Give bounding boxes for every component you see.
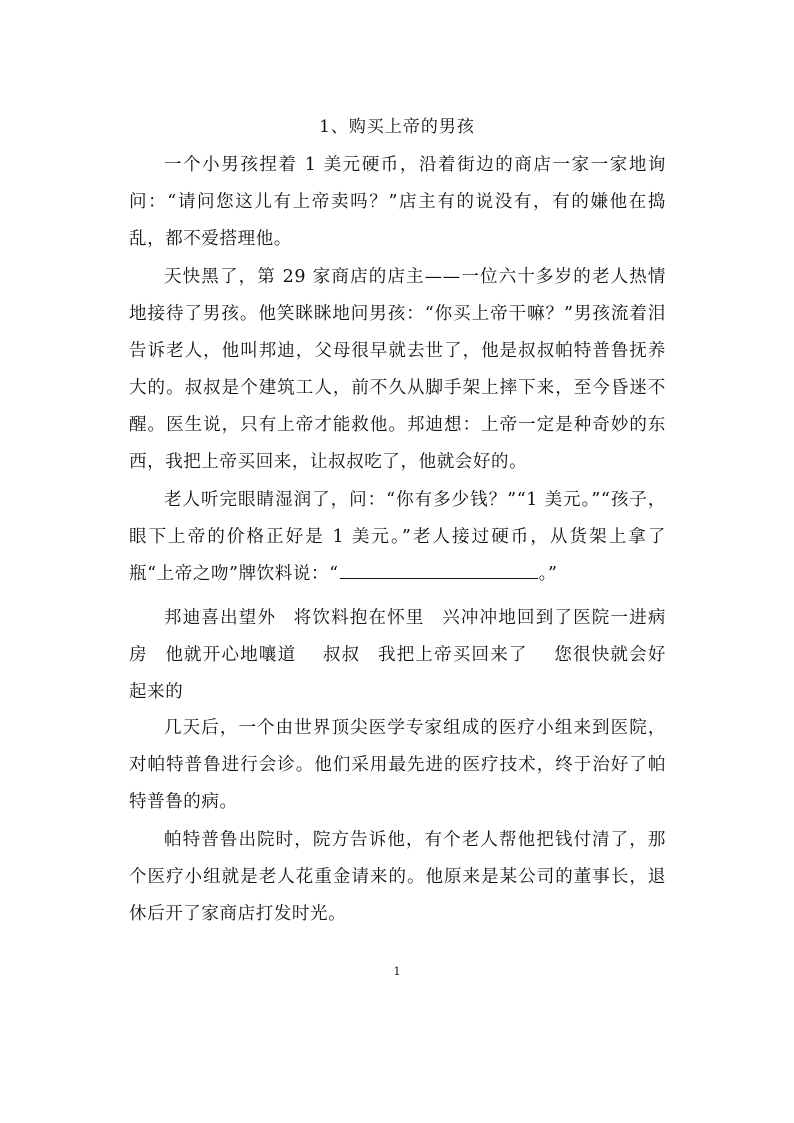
fill-in-blank-line — [340, 560, 538, 579]
paragraph-4-segment: 我把上帝买回来了 — [377, 645, 528, 665]
paragraph-6: 帕特普鲁出院时，院方告诉他，有个老人帮他把钱付清了，那个医疗小组就是老人花重金请来的。他原来是某公司的董事长，退休后开了家商店打发时光。 — [129, 830, 666, 924]
paragraph-4-segment: 邦迪喜出望外 — [164, 608, 277, 628]
paragraph-4-segment: 您很快就会好起来的 — [129, 645, 666, 702]
paragraph-4 — [129, 600, 666, 711]
paragraph-3 — [129, 482, 666, 593]
page-title: 1、购买上帝的男孩 — [319, 117, 475, 137]
paragraph-3-text: 老人听完眼睛湿润了，问：“你有多少钱？”“1 美元。”“孩子，眼下上帝的价格正好是 1 美元。”老人接过硬币，从货架上拿了瓶“上帝之吻”牌饮料说：“ — [129, 490, 666, 584]
paragraph-2: 天快黑了，第 29 家商店的店主——一位六十多岁的老人热情地接待了男孩。他笑眯眯地问男孩：“你买上帝干嘛？”男孩流着泪告诉老人，他叫邦迪，父母很早就去世了，他是叔叔帕特普鲁抚养大的。叔叔是个建筑工人，前不久从脚手架上摔下来，至今昏迷不醒。医生说，只有上帝才能救他。邦迪想：上帝一定是种奇妙的东西，我把上帝买回来，让叔叔吃了，他就会好的。 — [129, 267, 666, 472]
paragraph-4-segment: 叔叔 — [322, 645, 361, 665]
paragraph-3-closing: 。” — [538, 564, 558, 584]
paragraph-4-segment: 兴冲冲地回到了医院 — [441, 608, 611, 628]
paragraph-4-segment: 一进病房 — [129, 608, 666, 665]
page-number: 1 — [393, 965, 401, 978]
paragraph-4-segment: 他就开心地嚷道 — [164, 645, 297, 665]
paragraph-1: 一个小男孩捏着 1 美元硬币，沿着街边的商店一家一家地询问：“请问您这儿有上帝卖吗？”店主有的说没有，有的嫌他在捣乱，都不爱搭理他。 — [129, 155, 666, 249]
paragraph-4-segment: 将饮料抱在怀里 — [293, 608, 425, 628]
paragraph-5: 几天后，一个由世界顶尖医学专家组成的医疗小组来到医院，对帕特普鲁进行会诊。他们采用最先进的医疗技术，终于治好了帕特普鲁的病。 — [129, 718, 666, 812]
